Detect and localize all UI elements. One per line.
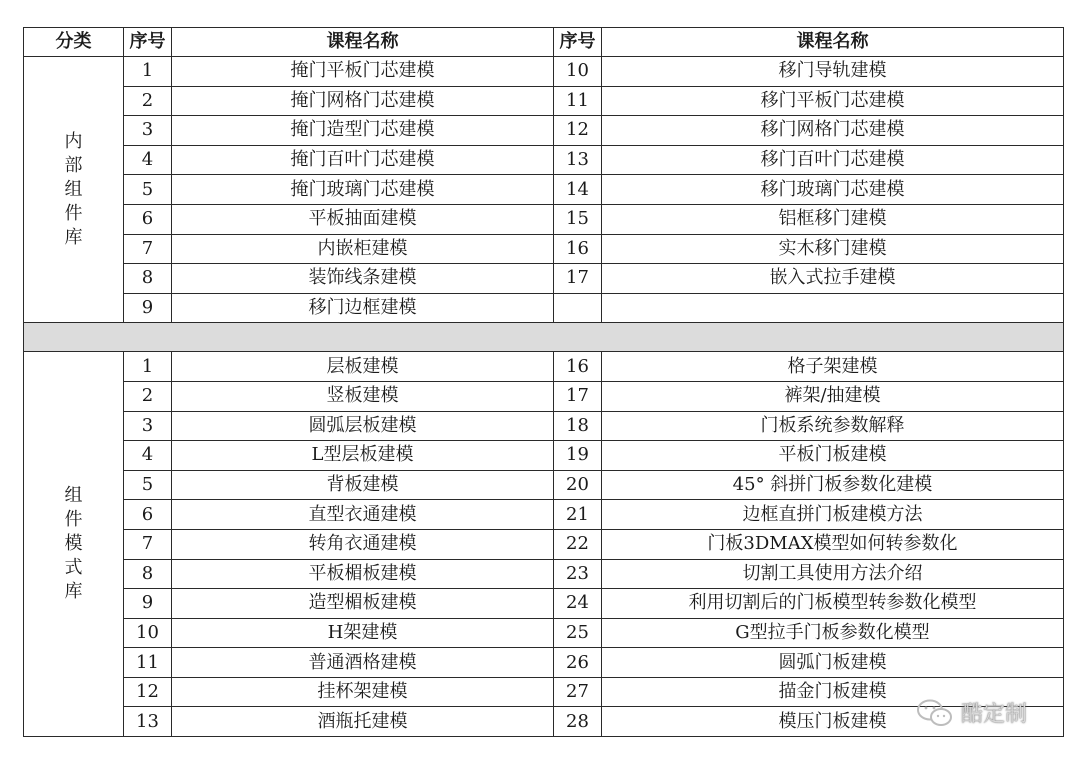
index-right-cell: 27 [554, 677, 602, 707]
course-name-left-cell: 转角衣通建模 [172, 529, 554, 559]
index-right-cell: 19 [554, 441, 602, 471]
category-label: 组件模式库 [64, 485, 83, 603]
table-header-row [24, 28, 1064, 57]
index-right-cell: 18 [554, 411, 602, 441]
course-name-left-cell: 掩门网格门芯建模 [172, 86, 554, 116]
course-name-left-cell: 层板建模 [172, 352, 554, 382]
index-left-cell: 7 [124, 234, 172, 264]
course-name-left-cell: 竖板建模 [172, 381, 554, 411]
section-divider-row [24, 323, 1064, 352]
index-left-cell: 9 [124, 589, 172, 619]
index-left-cell: 6 [124, 500, 172, 530]
index-right-cell: 11 [554, 86, 602, 116]
index-left-cell: 8 [124, 264, 172, 294]
course-name-left-cell: 直型衣通建模 [172, 500, 554, 530]
index-left-cell: 3 [124, 411, 172, 441]
table-row [24, 589, 1064, 619]
index-right-cell: 10 [554, 57, 602, 87]
course-name-right-cell: 格子架建模 [602, 352, 1064, 382]
index-left-cell: 2 [124, 86, 172, 116]
course-name-right-cell [602, 293, 1064, 323]
table-row [24, 234, 1064, 264]
course-name-left-cell: H架建模 [172, 618, 554, 648]
course-name-right-cell: 利用切割后的门板模型转参数化模型 [602, 589, 1064, 619]
index-left-cell: 1 [124, 352, 172, 382]
table-row [24, 707, 1064, 737]
index-left-cell: 1 [124, 57, 172, 87]
course-name-left-cell: 掩门平板门芯建模 [172, 57, 554, 87]
course-name-right-cell: 嵌入式拉手建模 [602, 264, 1064, 294]
index-right-cell: 21 [554, 500, 602, 530]
course-name-left-cell: 普通酒格建模 [172, 648, 554, 678]
table-row [24, 470, 1064, 500]
course-name-right-cell: 平板门板建模 [602, 441, 1064, 471]
course-name-right-cell: 圆弧门板建模 [602, 648, 1064, 678]
table-body [24, 57, 1064, 737]
course-name-left-cell: 内嵌柜建模 [172, 234, 554, 264]
course-name-left-cell: 装饰线条建模 [172, 264, 554, 294]
index-left-cell: 3 [124, 116, 172, 146]
table-row [24, 86, 1064, 116]
index-right-cell: 16 [554, 352, 602, 382]
index-left-cell: 10 [124, 618, 172, 648]
table-row [24, 677, 1064, 707]
table-row [24, 381, 1064, 411]
course-name-right-cell: 裤架/抽建模 [602, 381, 1064, 411]
course-name-right-cell: 实木移门建模 [602, 234, 1064, 264]
header-name-right: 课程名称 [602, 28, 1064, 57]
index-left-cell: 7 [124, 529, 172, 559]
table-row [24, 441, 1064, 471]
index-right-cell: 17 [554, 264, 602, 294]
course-name-left-cell: 造型楣板建模 [172, 589, 554, 619]
index-right-cell: 26 [554, 648, 602, 678]
header-index-right: 序号 [554, 28, 602, 57]
table-row [24, 411, 1064, 441]
index-left-cell: 6 [124, 204, 172, 234]
course-name-right-cell: 切割工具使用方法介绍 [602, 559, 1064, 589]
watermark-text: 酷定制 [961, 702, 1028, 727]
index-left-cell: 13 [124, 707, 172, 737]
index-right-cell: 22 [554, 529, 602, 559]
table-row [24, 559, 1064, 589]
index-right-cell: 17 [554, 381, 602, 411]
index-right-cell: 28 [554, 707, 602, 737]
course-name-right-cell: 铝框移门建模 [602, 204, 1064, 234]
index-left-cell: 12 [124, 677, 172, 707]
index-left-cell: 5 [124, 175, 172, 205]
table-row [24, 264, 1064, 294]
table-row [24, 618, 1064, 648]
course-name-right-cell: 移门导轨建模 [602, 57, 1064, 87]
watermark [915, 697, 1027, 728]
header-category: 分类 [24, 28, 124, 57]
table-row [24, 293, 1064, 323]
index-right-cell: 12 [554, 116, 602, 146]
course-name-left-cell: 背板建模 [172, 470, 554, 500]
table-row [24, 204, 1064, 234]
course-name-left-cell: 酒瓶托建模 [172, 707, 554, 737]
course-table [23, 27, 1064, 737]
course-name-right-cell: 模压门板建模 [602, 707, 1064, 737]
header-name-left: 课程名称 [172, 28, 554, 57]
course-name-left-cell: 挂杯架建模 [172, 677, 554, 707]
course-name-right-cell: 移门百叶门芯建模 [602, 145, 1064, 175]
index-left-cell: 4 [124, 145, 172, 175]
index-right-cell: 16 [554, 234, 602, 264]
index-right-cell [554, 293, 602, 323]
table-row [24, 57, 1064, 87]
index-left-cell: 2 [124, 381, 172, 411]
index-left-cell: 8 [124, 559, 172, 589]
course-name-right-cell: 移门玻璃门芯建模 [602, 175, 1064, 205]
index-right-cell: 15 [554, 204, 602, 234]
index-right-cell: 20 [554, 470, 602, 500]
course-name-left-cell: L型层板建模 [172, 441, 554, 471]
course-name-left-cell: 平板楣板建模 [172, 559, 554, 589]
table-row [24, 500, 1064, 530]
index-left-cell: 11 [124, 648, 172, 678]
table-row [24, 352, 1064, 382]
course-name-left-cell: 移门边框建模 [172, 293, 554, 323]
index-right-cell: 13 [554, 145, 602, 175]
index-left-cell: 9 [124, 293, 172, 323]
table-row [24, 529, 1064, 559]
course-name-right-cell: 45° 斜拼门板参数化建模 [602, 470, 1064, 500]
course-name-left-cell: 掩门百叶门芯建模 [172, 145, 554, 175]
header-index-left: 序号 [124, 28, 172, 57]
course-name-left-cell: 平板抽面建模 [172, 204, 554, 234]
category-cell [24, 57, 124, 323]
index-left-cell: 4 [124, 441, 172, 471]
index-right-cell: 25 [554, 618, 602, 648]
course-name-left-cell: 掩门造型门芯建模 [172, 116, 554, 146]
wechat-icon [915, 698, 955, 728]
course-name-right-cell: 移门平板门芯建模 [602, 86, 1064, 116]
course-name-right-cell: G型拉手门板参数化模型 [602, 618, 1064, 648]
section-divider [24, 323, 1064, 352]
course-name-left-cell: 圆弧层板建模 [172, 411, 554, 441]
index-right-cell: 23 [554, 559, 602, 589]
course-name-right-cell: 描金门板建模 [602, 677, 1064, 707]
category-label: 内部组件库 [64, 130, 83, 248]
course-name-right-cell: 门板3DMAX模型如何转参数化 [602, 529, 1064, 559]
index-right-cell: 14 [554, 175, 602, 205]
index-right-cell: 24 [554, 589, 602, 619]
course-name-right-cell: 门板系统参数解释 [602, 411, 1064, 441]
course-name-right-cell: 边框直拼门板建模方法 [602, 500, 1064, 530]
index-left-cell: 5 [124, 470, 172, 500]
table-row [24, 648, 1064, 678]
table-row [24, 116, 1064, 146]
table-row [24, 145, 1064, 175]
course-name-right-cell: 移门网格门芯建模 [602, 116, 1064, 146]
category-cell [24, 352, 124, 737]
course-name-left-cell: 掩门玻璃门芯建模 [172, 175, 554, 205]
table-row [24, 175, 1064, 205]
